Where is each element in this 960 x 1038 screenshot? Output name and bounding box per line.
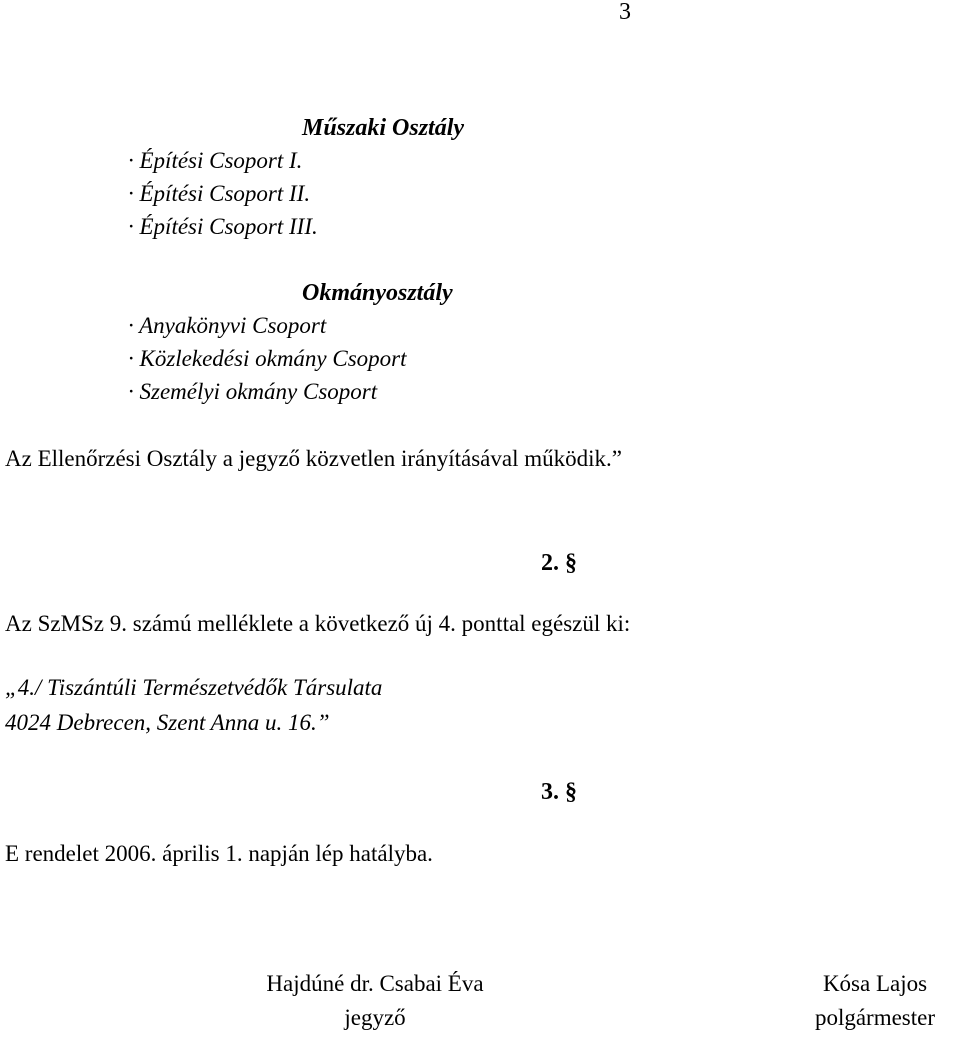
ellenorzesi-paragraph: Az Ellenőrzési Osztály a jegyző közvetlen irányításával működik.” [5, 446, 622, 471]
signature-right [790, 972, 960, 1029]
okmany-item: · Anyakönyvi Csoport [128, 313, 327, 338]
section-2-heading: 2. § [541, 550, 577, 576]
muszaki-item: · Építési Csoport III. [128, 214, 318, 239]
section-2-quote-line-1: „4./ Tiszántúli Természetvédők Társulata [5, 675, 383, 700]
section-3-text: E rendelet 2006. április 1. napján lép hatályba. [5, 841, 433, 866]
signature-left [220, 972, 530, 1029]
signature-left-name: Hajdúné dr. Csabai Éva [266, 971, 484, 996]
section-3-heading: 3. § [541, 779, 577, 805]
okmany-item: · Személyi okmány Csoport [128, 379, 378, 404]
muszaki-title: Műszaki Osztály [302, 115, 465, 141]
okmany-title: Okmányosztály [302, 280, 453, 306]
page-number: 3 [619, 0, 631, 25]
section-2-intro: Az SzMSz 9. számú melléklete a következő új 4. ponttal egészül ki: [5, 611, 631, 636]
muszaki-item: · Építési Csoport II. [128, 181, 311, 206]
signature-left-title: jegyző [344, 1005, 406, 1030]
section-2-quote-line-2: 4024 Debrecen, Szent Anna u. 16.” [5, 710, 330, 735]
muszaki-item: · Építési Csoport I. [128, 148, 303, 173]
signature-right-title: polgármester [814, 1005, 936, 1030]
signature-right-name: Kósa Lajos [822, 971, 928, 996]
okmany-item: · Közlekedési okmány Csoport [128, 346, 407, 371]
